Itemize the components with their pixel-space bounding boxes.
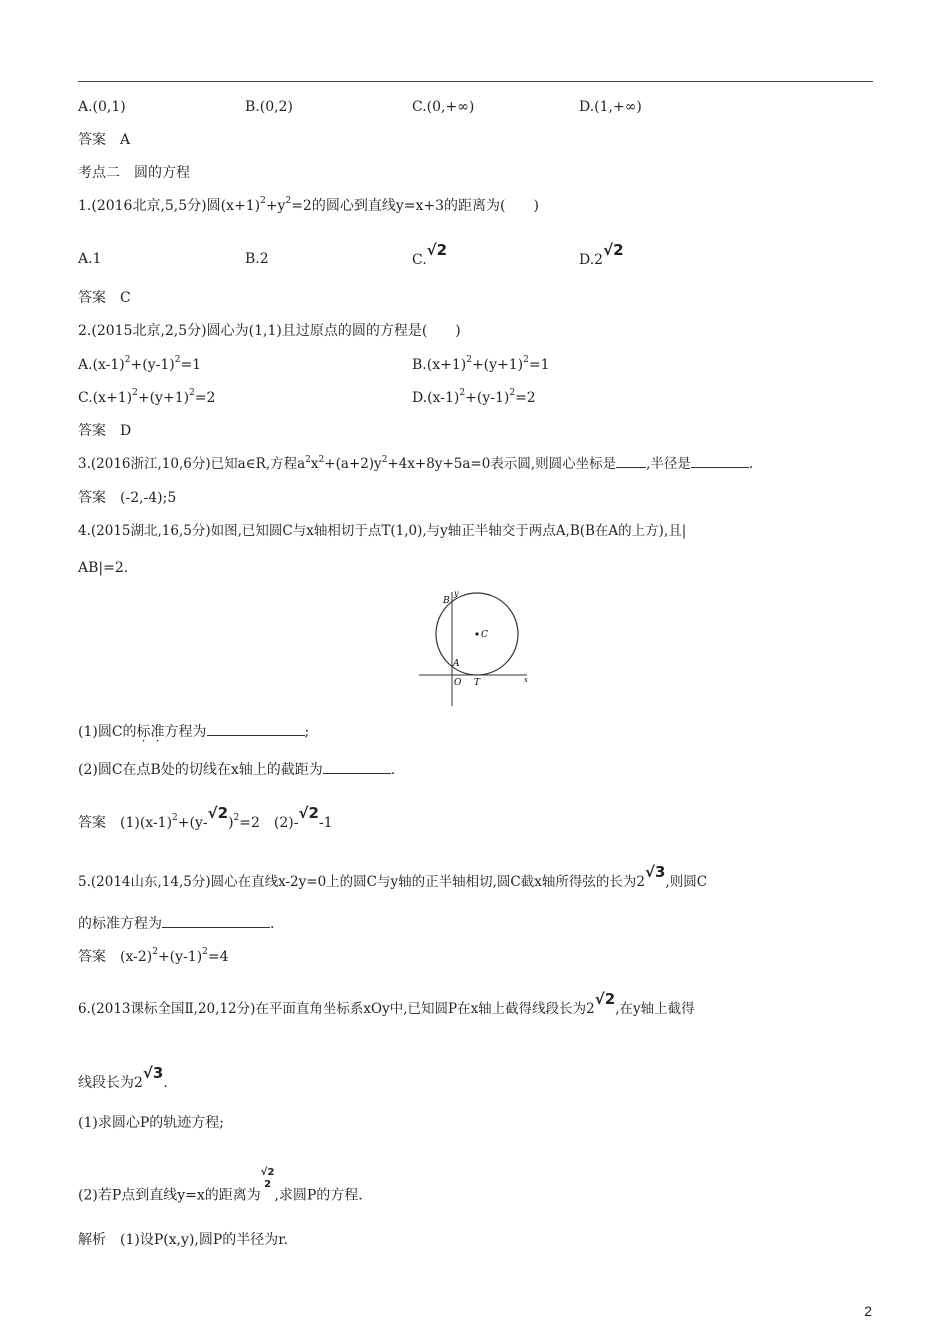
q4-sub2: (2)圆C在点B处的切线在x轴上的截距为 .	[78, 762, 396, 778]
label-O: O	[454, 678, 462, 688]
question-4-line1: 4.(2015湖北,16,5分)如图,已知圆C与x轴相切于点T(1,0),与y轴正半轴交于两点A,B(B在A的上方),且|	[78, 523, 687, 539]
q1-option-c: C.√2	[412, 241, 448, 268]
q1-option-a: A.1	[78, 251, 102, 267]
q3-answer: 答案 (-2,-4);5	[78, 490, 177, 506]
option-d: D.(1,+∞)	[579, 99, 642, 115]
question-5-line1: 5.(2014山东,14,5分)圆心在直线x-2y=0上的圆C与y轴的正半轴相切,圆C截x轴所得弦的长为2√3,则圆C	[78, 863, 708, 890]
label-T: T	[474, 678, 481, 688]
q1-answer: 答案 C	[78, 290, 131, 306]
page-number: 2	[864, 1303, 872, 1319]
q1-option-b: B.2	[245, 251, 269, 267]
option-a: A.(0,1)	[78, 99, 126, 115]
section-heading: 考点二 圆的方程	[78, 165, 190, 181]
question-3: 3.(2016浙江,10,6分)已知a∈R,方程$a^2x^2+(a+2)y^2+4x+8y+5a=0$表示圆,则圆心坐标是 ,半径是 .	[78, 454, 754, 472]
q5-answer: 答案 $(x-2)^2+(y-1)^2=4$	[78, 947, 229, 965]
question-4-line2: AB|=2.	[78, 560, 129, 576]
q2-option-a: $A.(x-1)^2+(y-1)^2=1$	[78, 355, 202, 373]
label-B: B	[443, 596, 450, 606]
label-y: y	[454, 589, 459, 598]
label-A: A	[453, 659, 460, 669]
circle-figure	[415, 586, 535, 708]
q2-option-d: $D.(x-1)^2+(y-1)^2=2$	[412, 388, 536, 406]
q6-analysis: 解析 (1)设P(x,y),圆P的半径为r.	[78, 1232, 288, 1248]
label-C: C	[481, 630, 488, 640]
q2-option-b: $B.(x+1)^2+(y+1)^2=1$	[412, 355, 550, 373]
fraction-sqrt2-over-2: √2 2	[260, 1167, 275, 1190]
q4-sub1: (1)圆C的标准方程为 ;	[78, 724, 310, 740]
header-rule	[78, 81, 873, 82]
question-6-line1: 6.(2013课标全国Ⅱ,20,12分)在平面直角坐标系xOy中,已知圆P在x轴上截得线段长为2√2,在y轴上截得	[78, 990, 695, 1017]
option-b: B.(0,2)	[245, 99, 293, 115]
answer-top: 答案 A	[78, 132, 131, 148]
q6-sub2: (2)若P点到直线y=x的距离为 √2 2 ,求圆P的方程.	[78, 1167, 363, 1204]
q6-sub1: (1)求圆心P的轨迹方程;	[78, 1115, 224, 1131]
label-x: x	[524, 676, 528, 684]
q2-answer: 答案 D	[78, 423, 132, 439]
question-5-line2: 的标准方程为 .	[78, 916, 275, 932]
question-2: 2.(2015北京,2,5分)圆心为(1,1)且过原点的圆的方程是( )	[78, 323, 461, 339]
option-c: C.(0,+∞)	[412, 99, 475, 115]
question-1: 1.(2016北京,5,5分)圆$(x+1)^2+y^2=2$的圆心到直线y=x+3的距离为( )	[78, 196, 539, 214]
q4-answer: 答案 $(1)(x-1)^2+(y-√2)^2=2$ (2)-√2-1	[78, 804, 333, 831]
q2-option-c: $C.(x+1)^2+(y+1)^2=2$	[78, 388, 216, 406]
question-6-line2: 线段长为2√3.	[78, 1064, 168, 1091]
q1-option-d: D.2√2	[579, 241, 624, 268]
center-point	[475, 632, 478, 635]
